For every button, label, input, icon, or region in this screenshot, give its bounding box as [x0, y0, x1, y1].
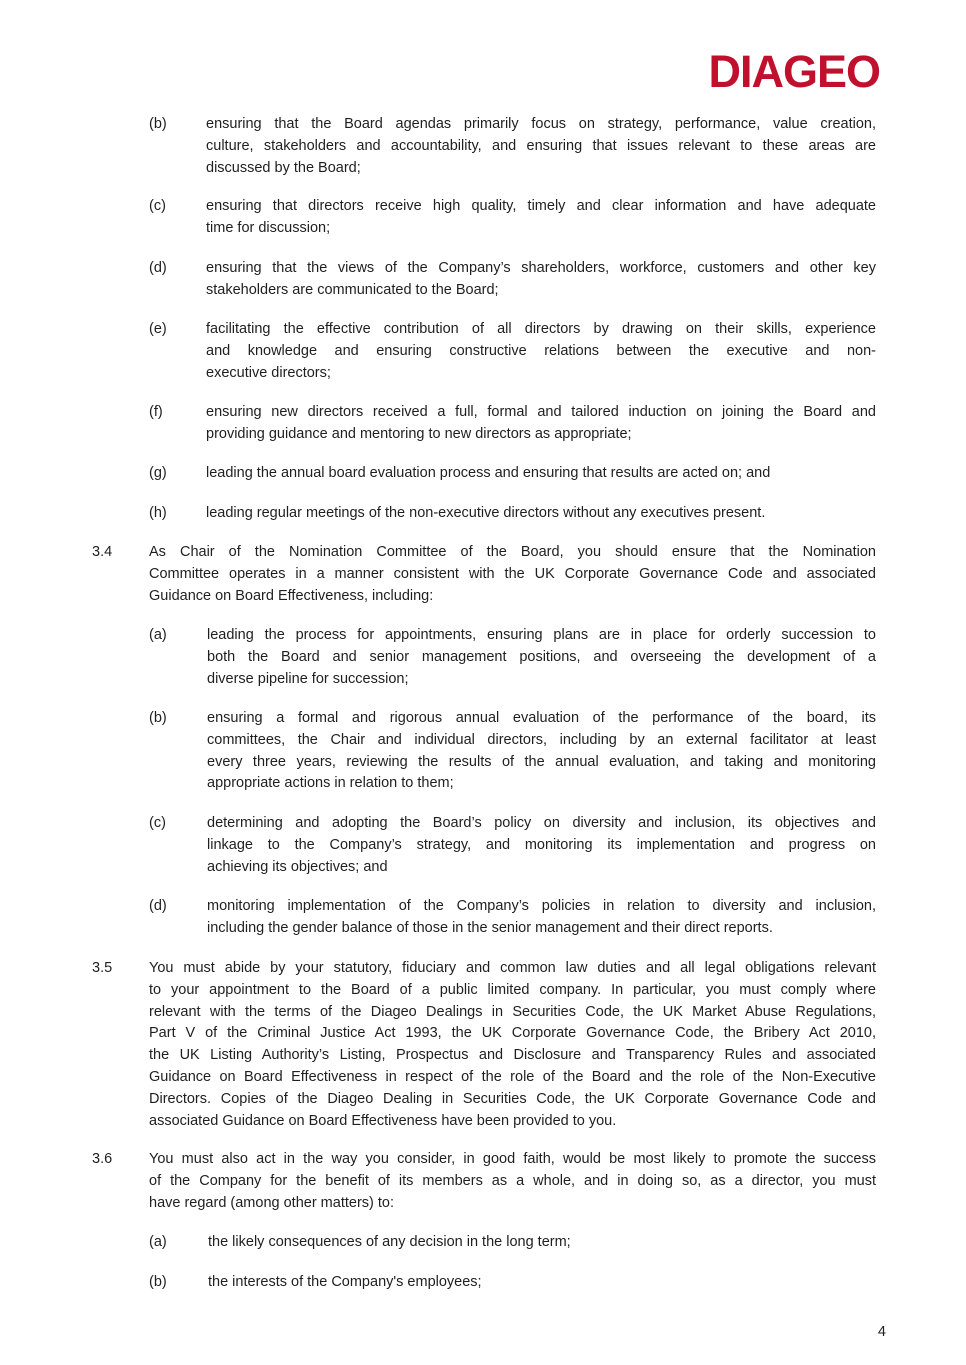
item-text-line: committees, the Chair and individual directors, including by an external facilitator at least — [207, 731, 876, 748]
item-label: (c) — [149, 198, 166, 214]
clause-text-line: Guidance on Board Effectiveness, including: — [149, 587, 434, 604]
item-text-line: leading regular meetings of the non-executive directors without any executives present. — [206, 505, 766, 521]
item-text-line: stakeholders are communicated to the Board; — [206, 281, 499, 298]
item-label: (a) — [149, 627, 167, 643]
item-text-line: both the Board and senior management positions, and overseeing the development of a — [207, 648, 876, 665]
item-label: (b) — [149, 1274, 167, 1290]
item-text-line: the likely consequences of any decision in the long term; — [208, 1234, 571, 1250]
clause-text-line: relevant with the terms of the Diageo Dealings in Securities Code, the UK Market Abuse Regulations, — [149, 1003, 876, 1020]
clause-text-line: Guidance on Board Effectiveness in respect of the role of the Board and the role of the Non-Executive — [149, 1069, 876, 1085]
item-text-line: diverse pipeline for succession; — [207, 670, 409, 687]
clause-number: 3.5 — [92, 960, 113, 976]
item-text-line: ensuring a formal and rigorous annual evaluation of the performance of the board, its — [207, 710, 876, 726]
item-text-line: linkage to the Company’s strategy, and monitoring its implementation and progress on — [207, 836, 876, 853]
item-text-line: leading the process for appointments, ensuring plans are in place for orderly succession to — [207, 627, 876, 643]
item-text-line: ensuring that directors receive high quality, timely and clear information and have adequate — [206, 198, 876, 214]
item-text-line: culture, stakeholders and accountability, and ensuring that issues relevant to these areas are — [206, 137, 876, 154]
item-label: (e) — [149, 321, 167, 337]
item-text-line: providing guidance and mentoring to new directors as appropriate; — [206, 425, 632, 442]
item-text-line: ensuring new directors received a full, formal and tailored induction on joining the Board and — [206, 404, 876, 420]
diageo-logo: DIAGEO — [708, 46, 880, 97]
item-text-line: facilitating the effective contribution of all directors by drawing on their skills, experience — [206, 321, 876, 337]
clause-text-line: of the Company for the benefit of its members as a whole, and in doing so, as a director, you must — [149, 1172, 876, 1189]
clause-text-line: associated Guidance on Board Effectiveness have been provided to you. — [149, 1112, 617, 1129]
item-label: (f) — [149, 404, 163, 420]
clause-text-line: have regard (among other matters) to: — [149, 1194, 395, 1211]
item-label: (b) — [149, 116, 167, 132]
item-label: (b) — [149, 710, 167, 726]
clause-text-line: You must also act in the way you consider, in good faith, would be most likely to promote the success — [149, 1151, 876, 1167]
item-label: (c) — [149, 815, 166, 831]
clause-text-line: Part V of the Criminal Justice Act 1993, the UK Corporate Governance Code, the Bribery Act 2010, — [149, 1025, 876, 1042]
item-text-line: including the gender balance of those in the senior management and their direct reports. — [207, 919, 773, 936]
item-label: (a) — [149, 1234, 167, 1250]
item-text-line: and knowledge and ensuring constructive relations between the executive and non- — [206, 342, 876, 359]
item-text-line: leading the annual board evaluation process and ensuring that results are acted on; and — [206, 465, 771, 481]
item-text-line: time for discussion; — [206, 219, 331, 236]
item-text-line: discussed by the Board; — [206, 159, 361, 176]
item-text-line: ensuring that the views of the Company’s shareholders, workforce, customers and other key — [206, 260, 876, 276]
item-text-line: every three years, reviewing the results of the annual evaluation, and taking and monitoring — [207, 753, 876, 770]
clause-text-line: You must abide by your statutory, fiduciary and common law duties and all legal obligations relevant — [149, 960, 876, 976]
clause-number: 3.4 — [92, 544, 113, 560]
clause-text-line: As Chair of the Nomination Committee of the Board, you should ensure that the Nomination — [149, 544, 876, 560]
item-text-line: the interests of the Company's employees; — [208, 1274, 482, 1290]
item-label: (h) — [149, 505, 167, 521]
clause-text-line: Committee operates in a manner consistent with the UK Corporate Governance Code and associated — [149, 565, 876, 582]
item-text-line: executive directors; — [206, 364, 331, 381]
item-text-line: appropriate actions in relation to them; — [207, 775, 454, 792]
item-label: (d) — [149, 898, 167, 914]
item-text-line: determining and adopting the Board’s policy on diversity and inclusion, its objectives and — [207, 815, 876, 831]
item-text-line: achieving its objectives; and — [207, 858, 388, 875]
item-text-line: monitoring implementation of the Company’s policies in relation to diversity and inclusion, — [207, 898, 876, 914]
clause-number: 3.6 — [92, 1151, 113, 1167]
clause-text-line: the UK Listing Authority’s Listing, Prospectus and Disclosure and Transparency Rules and associated — [149, 1047, 876, 1064]
page-number: 4 — [877, 1324, 886, 1340]
item-label: (g) — [149, 465, 167, 481]
clause-text-line: Directors. Copies of the Diageo Dealing in Securities Code, the UK Corporate Governance Code and — [149, 1090, 876, 1107]
item-text-line: ensuring that the Board agendas primarily focus on strategy, performance, value creation, — [206, 116, 876, 132]
clause-text-line: to your appointment to the Board of a public limited company. In particular, you must comply where — [149, 981, 876, 998]
item-label: (d) — [149, 260, 167, 276]
